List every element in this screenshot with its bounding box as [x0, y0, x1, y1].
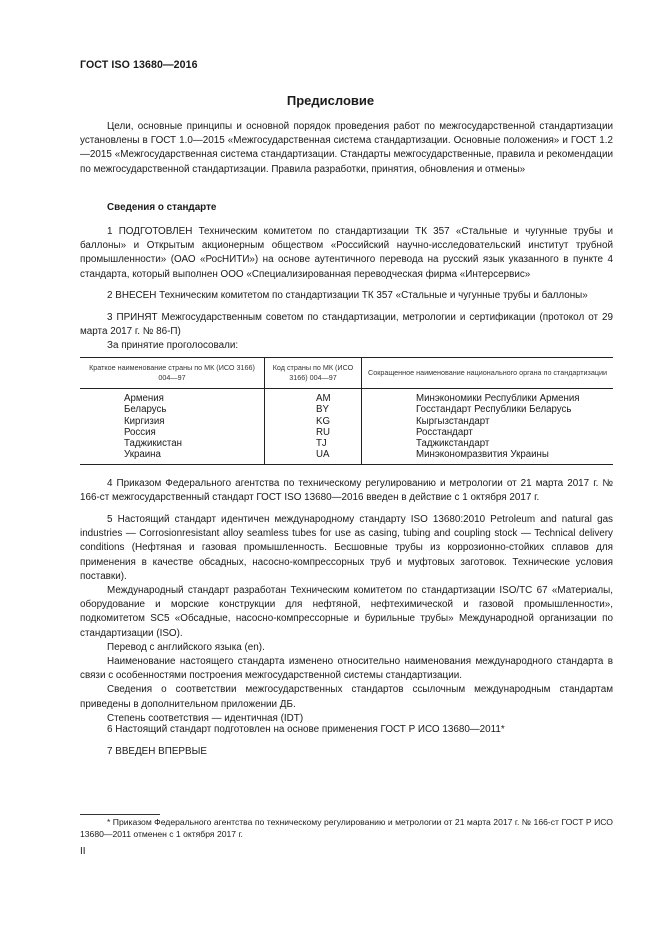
intro-paragraph	[80, 120, 613, 177]
table-row	[80, 438, 613, 449]
country-code: AM	[265, 389, 362, 405]
country-name: Таджикистан	[80, 438, 265, 449]
footnote-text: * Приказом Федерального агентства по техническому регулированию и метрологии от 21 марта 2017 г. № 166-ст ГОСТ Р ИСО 13680—2011 отменен с 1 октября 2017 г.	[80, 817, 613, 840]
item-5-translation-text: Перевод с английского языка (en).	[107, 641, 265, 653]
item-1	[80, 225, 613, 282]
country-name: Украина	[80, 449, 265, 464]
item-3-text: 3 ПРИНЯТ Межгосударственным советом по стандартизации, метрологии и сертификации (протокол от 29 марта 2017 г. № 86-П)	[80, 312, 613, 338]
item-1-text: 1 ПОДГОТОВЛЕН Техническим комитетом по стандартизации ТК 357 «Стальные и чугунные трубы и баллоны» и Открытым акционерным обществом «Российский научно-исследовательский институт трубной промышленности» (ОАО «РосНИТИ») на основе аутентичного перевода на русский язык указанного в пункте 4 стандарта, который выполнен ООО «Специализированная переводческая фирма «Интерсервис»	[80, 226, 613, 280]
footnote	[80, 816, 613, 841]
item-5-developer-text: Международный стандарт разработан Техническим комитетом по стандартизации ISO/TC 67 «Материалы, оборудование и морские конструкции для нефтяной, нефтехимической и газовой промышленности», подкомитетом SC5 «Обсадные, насосно-компрессорные и бурильные трубы» Международной организации по стандартизации (ISO).	[80, 585, 613, 639]
standards-body: Госстандарт Республики Беларусь	[416, 404, 572, 416]
table-row	[80, 389, 613, 405]
item-7	[80, 745, 613, 759]
voting-countries-table	[80, 357, 613, 465]
table-row	[80, 416, 613, 427]
item-6-text: 6 Настоящий стандарт подготовлен на основе применения ГОСТ Р ИСО 13680—2011*	[107, 724, 505, 735]
table-header-body: Сокращенное наименование национального органа по стандартизации	[362, 358, 614, 389]
country-code: TJ	[265, 438, 362, 449]
item-5-degree-text: Степень соответствия — идентичная (IDT)	[107, 712, 304, 724]
item-5-text: 5 Настоящий стандарт идентичен международному стандарту ISO 13680:2010 Petroleum and natural gas industries — Corrosionresistant alloy seamless tubes for use as casing, tubing and coupling stock — Technical delivery conditions (Нефтяная и газовая промышленность. Бесшовные трубы из коррозионно-стойких сплавов для применения в качестве обсадных, насосно-компрессорных труб и муфтовых заготовок. Технические условия поставки).	[80, 514, 613, 582]
item-6	[80, 723, 613, 737]
table-header-row	[80, 358, 613, 389]
page-number: II	[80, 846, 86, 857]
standards-body: Минэкономики Республики Армения	[416, 393, 580, 404]
intro-text: Цели, основные принципы и основной порядок проведения работ по межгосударственной стандартизации установлены в ГОСТ 1.0—2015 «Межгосударственная система стандартизации. Основные положения» и ГОСТ 1.2—2015 «Межгосударственная система стандартизации. Стандарты межгосударственные, правила и рекомендации по межгосударственной стандартизации. Правила разработки, принятия, обновления и отмены»	[80, 121, 613, 175]
country-code: KG	[265, 416, 362, 427]
country-code: RU	[265, 427, 362, 438]
country-code: BY	[265, 404, 362, 415]
item-5-name-change-text: Наименование настоящего стандарта изменено относительно наименования международного стандарта в связи с особенностями построения межгосударственной системы стандартизации.	[80, 656, 613, 682]
item-5-references-text: Сведения о соответствии межгосударственных стандартов ссылочным международным стандартам приведены в дополнительном приложении ДБ.	[80, 684, 613, 710]
footnote-divider	[80, 814, 160, 815]
section-title: Сведения о стандарте	[107, 202, 217, 213]
standards-body: Минэкономразвития Украины	[362, 449, 614, 464]
country-name: Россия	[80, 427, 265, 438]
page-title: Предисловие	[286, 93, 375, 108]
item-4	[80, 477, 613, 505]
country-code: UA	[265, 449, 362, 464]
country-name: Армения	[80, 389, 265, 405]
table-row	[80, 427, 613, 438]
table-header-country: Краткое наименование страны по МК (ИСО 3166) 004—97	[80, 358, 265, 389]
item-2-text: 2 ВНЕСЕН Техническим комитетом по стандартизации ТК 357 «Стальные и чугунные трубы и баллоны»	[107, 290, 588, 301]
item-4-text: 4 Приказом Федерального агентства по техническому регулированию и метрологии от 21 марта 2017 г. № 166-ст межгосударственный стандарт ГОСТ ISO 13680—2016 введен в действие с 1 октября 2017 г.	[80, 478, 613, 504]
standards-body: Кыргызстандарт	[416, 415, 490, 427]
item-5	[80, 513, 613, 726]
item-3	[80, 311, 613, 354]
item-2	[80, 289, 613, 303]
table-row	[80, 449, 613, 464]
standard-code-header: ГОСТ ISO 13680—2016	[80, 59, 198, 71]
table-row	[80, 404, 613, 415]
item-7-text: 7 ВВЕДЕН ВПЕРВЫЕ	[107, 746, 207, 757]
standards-body: Таджикстандарт	[416, 438, 490, 450]
standards-body: Росстандарт	[416, 426, 473, 438]
table-header-code: Код страны по МК (ИСО 3166) 004—97	[265, 358, 362, 389]
item-3-vote-text: За принятие проголосовали:	[107, 340, 239, 352]
country-name: Беларусь	[80, 404, 265, 415]
country-name: Киргизия	[80, 416, 265, 427]
